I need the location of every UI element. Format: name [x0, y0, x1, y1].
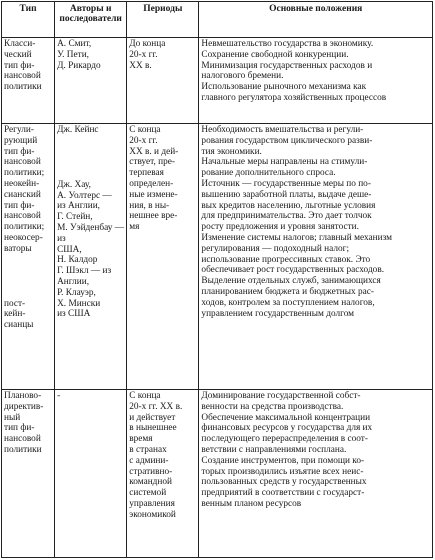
- provision-line: ветствии с направлениями госплана.: [201, 444, 347, 455]
- provision-line: росту предложения и уровня занятости.: [201, 222, 359, 233]
- period-line: ные измене-: [129, 189, 178, 200]
- period-line: командной: [129, 477, 173, 488]
- provision-line: Минимизация государственных расходов и: [201, 60, 373, 71]
- author-line: Г. Шэкл — из: [57, 266, 112, 277]
- author-line: США,: [57, 244, 82, 255]
- provision-line: тия экономики.: [201, 146, 262, 157]
- type-line: директив-: [4, 401, 44, 412]
- type-line: ваторы: [4, 243, 32, 254]
- author-line: из Англии,: [57, 201, 100, 212]
- provision-line: Обеспечение максимальной концентрации: [201, 412, 371, 423]
- type-line: политики;: [4, 222, 45, 233]
- period-line: время: [129, 434, 153, 445]
- type-line: тип фи-: [4, 60, 35, 71]
- provision-line: налогового бремени.: [201, 71, 284, 82]
- period-line: XX в. и дей-: [129, 146, 179, 157]
- period-line: и действует: [129, 412, 176, 423]
- period-line: До конца: [129, 39, 166, 49]
- cell-periods: [127, 124, 199, 390]
- provision-line: рования государством циклического разви-: [201, 135, 373, 146]
- table-row-classical: [2, 38, 433, 124]
- provision-line: управлением государственным долгом: [201, 308, 355, 319]
- provision-line: вышению заработной платы, выдаче деше-: [201, 189, 372, 200]
- provision-line: Изменение системы налогов; главный механизм: [201, 232, 392, 243]
- type-line: сианский: [4, 189, 41, 200]
- type-line: ный: [4, 412, 21, 423]
- type-line: Регули-: [4, 125, 34, 135]
- spacer: [4, 255, 52, 299]
- author-line: А. Смит,: [57, 39, 92, 49]
- author-line: М. Уэйденбау —: [57, 222, 125, 233]
- period-line: стративно-: [129, 466, 173, 477]
- author-line: -: [57, 391, 61, 401]
- period-line: терпевая: [129, 168, 164, 179]
- type-line: нансовой: [4, 157, 41, 168]
- provision-line: рование дополнительного спроса.: [201, 168, 336, 179]
- period-line: ния, в ны-: [129, 200, 170, 211]
- provision-line: последующего перераспределения в соот-: [201, 434, 368, 445]
- header-periods: [127, 2, 199, 38]
- type-line: тип фи-: [4, 146, 35, 157]
- header-authors: [55, 2, 127, 38]
- cell-authors: [55, 390, 127, 558]
- cell-authors: [55, 38, 127, 124]
- provision-line: использование прогрессивных ставок. Это: [201, 254, 371, 265]
- provision-line: вых кредитов населению, льготные условия: [201, 200, 376, 211]
- cell-provisions: [199, 390, 433, 558]
- author-line: Н. Калдор: [57, 255, 98, 266]
- author-line: Англии,: [57, 276, 90, 287]
- author-line: Дж. Хау,: [57, 179, 91, 190]
- provision-line: Создание инструментов, при помощи ко-: [201, 455, 365, 466]
- cell-type: [2, 38, 55, 124]
- provision-line: Необходимость вмешательства и регули-: [201, 125, 364, 135]
- provision-line: торых производились изъятие всех неис-: [201, 466, 364, 477]
- period-line: XX в.: [129, 60, 152, 71]
- period-line: С конца: [129, 125, 161, 135]
- type-line: тип фи-: [4, 200, 35, 211]
- cell-type: [2, 390, 55, 558]
- type-line: нансовой: [4, 211, 41, 222]
- cell-provisions: [199, 124, 433, 390]
- provision-line: ходов, контролем за поступлением налогов,: [201, 297, 375, 308]
- type-line: ческий: [4, 49, 32, 60]
- period-line: 20-х гг.: [129, 135, 158, 146]
- provision-line: венным планом ресурсов: [201, 498, 302, 509]
- type-line: кейн-: [4, 309, 26, 320]
- cell-provisions: [199, 38, 433, 124]
- spacer: [57, 136, 124, 180]
- provision-line: пользованных средств у государственных: [201, 477, 367, 488]
- author-line: Г. Стейн,: [57, 212, 93, 223]
- type-line: неокейн-: [4, 178, 40, 189]
- period-line: мя: [129, 222, 140, 233]
- provision-line: Доминирование государственной собст-: [201, 391, 361, 401]
- provision-line: обеспечивает рост государственных расходов.: [201, 265, 385, 276]
- provision-line: регулирования — подоходный налог;: [201, 243, 350, 254]
- period-line: с админи-: [129, 455, 169, 466]
- provision-line: планированием бюджета и бюджетных рас-: [201, 286, 374, 297]
- period-line: управления: [129, 498, 175, 509]
- type-line: политики;: [4, 168, 45, 179]
- table-row-regulating: [2, 124, 433, 390]
- period-line: в странах: [129, 444, 167, 455]
- provision-line: Невмешательство государства в экономику.: [201, 39, 374, 49]
- finance-policy-table: [1, 1, 433, 558]
- provision-line: Начальные меры направлены на стимули-: [201, 157, 368, 168]
- header-provisions: [199, 2, 433, 38]
- cell-periods: [127, 390, 199, 558]
- table-header-row: [2, 2, 433, 38]
- provision-line: главного регулятора хозяйственных процессов: [201, 92, 387, 103]
- period-line: ствует, пре-: [129, 157, 176, 168]
- author-line: Д. Рикардо: [57, 60, 101, 71]
- period-line: экономикой: [129, 509, 176, 520]
- type-line: пост-: [4, 298, 26, 309]
- provision-line: венности на средства производства.: [201, 401, 344, 412]
- author-line: из: [57, 233, 66, 244]
- period-line: нешнее вре-: [129, 211, 178, 222]
- header-type: [2, 2, 55, 38]
- provision-line: предприятий в соответствии с государст-: [201, 488, 365, 499]
- period-line: С конца: [129, 391, 161, 401]
- type-line: Планово-: [4, 391, 42, 401]
- header-type-text: Тип: [19, 4, 37, 14]
- cell-type: [2, 124, 55, 390]
- provision-line: финансовых ресурсов у государства для их: [201, 423, 373, 434]
- type-line: Класси-: [4, 39, 36, 49]
- author-line: из США: [57, 309, 91, 320]
- author-line: Р. Клауэр,: [57, 287, 96, 298]
- header-authors-line-1: Авторы и: [69, 4, 112, 14]
- type-line: политики: [4, 82, 42, 93]
- cell-periods: [127, 38, 199, 124]
- period-line: 20-х гг.: [129, 49, 158, 60]
- period-line: в нынешнее: [129, 423, 177, 434]
- period-line: 20-х гг. XX в.: [129, 401, 183, 412]
- provision-line: Источник — государственные меры по по-: [201, 178, 371, 189]
- provision-line: Сохранение свободной конкуренции.: [201, 49, 349, 60]
- author-line: А. Уолтерс —: [57, 190, 112, 201]
- header-authors-line-2: последователи: [59, 14, 122, 24]
- type-line: рующий: [4, 135, 38, 146]
- type-line: нансовой: [4, 434, 41, 445]
- header-periods-text: Периоды: [143, 4, 183, 14]
- type-line: политики: [4, 444, 42, 455]
- provision-line: Выделение отдельных служб, занимающихся: [201, 276, 381, 287]
- period-line: определен-: [129, 178, 174, 189]
- cell-authors: [55, 124, 127, 390]
- type-line: сианцы: [4, 320, 34, 331]
- provision-line: Использование рыночного механизма как: [201, 82, 367, 93]
- type-line: тип фи-: [4, 423, 35, 434]
- author-line: У. Пети,: [57, 49, 89, 60]
- header-provisions-text: Основные положения: [269, 4, 363, 14]
- period-line: системой: [129, 488, 167, 499]
- type-line: нансовой: [4, 71, 41, 82]
- author-line: Дж. Кейнс: [57, 125, 99, 135]
- provision-line: для предпринимательства. Это дает толчок: [201, 211, 372, 222]
- type-line: неокосер-: [4, 232, 43, 243]
- table-row-plan-directive: [2, 390, 433, 558]
- author-line: Х. Мински: [57, 298, 101, 309]
